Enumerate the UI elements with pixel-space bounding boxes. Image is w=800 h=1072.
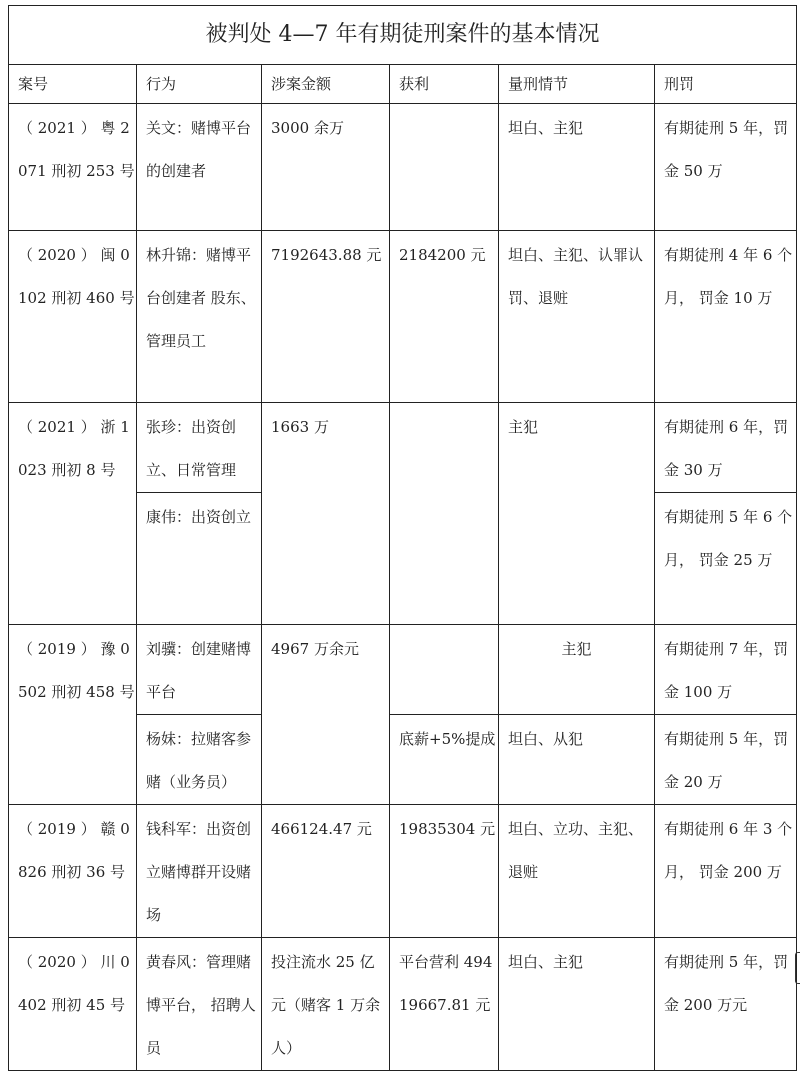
behavior-cell: 林升锦：赌博平台创建者 股东、管理员工 <box>137 231 262 403</box>
amount-cell: 投注流水 25 亿元（赌客 1 万余人） <box>262 938 390 1071</box>
amount-cell: 466124.47 元 <box>262 805 390 938</box>
table-row <box>9 403 797 493</box>
penalty-cell: 有期徒刑 5 年 6 个月， 罚金 25 万 <box>655 493 797 625</box>
header-profit: 获利 <box>390 65 499 104</box>
case-no-cell: （ 2019 ） 赣 0826 刑初 36 号 <box>9 805 137 938</box>
header-row <box>9 65 797 104</box>
behavior-cell: 张珍：出资创立、日常管理 <box>137 403 262 493</box>
profit-cell: 19835304 元 <box>390 805 499 938</box>
profit-cell: 平台营利 49419667.81 元 <box>390 938 499 1071</box>
penalty-cell: 有期徒刑 5 年，罚金 50 万 <box>655 104 797 231</box>
circumstances-cell: 主犯 <box>499 625 655 715</box>
behavior-cell: 黄春风：管理赌博平台， 招聘人员 <box>137 938 262 1071</box>
penalty-cell: 有期徒刑 5 年，罚金 200 万元 <box>655 938 797 1071</box>
circumstances-cell: 坦白、主犯、认罪认罚、退赃 <box>499 231 655 403</box>
table-title: 被判处 4—7 年有期徒刑案件的基本情况 <box>9 6 797 65</box>
profit-cell: 底薪+5%提成 <box>390 715 499 805</box>
header-penalty: 刑罚 <box>655 65 797 104</box>
penalty-cell: 有期徒刑 5 年，罚金 20 万 <box>655 715 797 805</box>
amount-cell: 3000 余万 <box>262 104 390 231</box>
behavior-cell: 钱科军：出资创立赌博群开设赌场 <box>137 805 262 938</box>
header-amount: 涉案金额 <box>262 65 390 104</box>
case-no-cell: （ 2020 ） 川 0402 刑初 45 号 <box>9 938 137 1071</box>
circumstances-cell: 坦白、主犯 <box>499 938 655 1071</box>
table-row <box>9 625 797 715</box>
document-page <box>8 5 796 1071</box>
behavior-cell: 关文：赌博平台的创建者 <box>137 104 262 231</box>
case-no-cell: （ 2020 ） 闽 0102 刑初 460 号 <box>9 231 137 403</box>
behavior-cell: 刘骥：创建赌博平台 <box>137 625 262 715</box>
case-table <box>8 5 797 1071</box>
table-row <box>9 104 797 231</box>
behavior-cell: 康伟：出资创立 <box>137 493 262 625</box>
amount-cell: 4967 万余元 <box>262 625 390 805</box>
penalty-cell: 有期徒刑 7 年，罚金 100 万 <box>655 625 797 715</box>
circumstances-cell: 坦白、从犯 <box>499 715 655 805</box>
case-no-cell: （ 2021 ） 浙 1023 刑初 8 号 <box>9 403 137 625</box>
table-row <box>9 805 797 938</box>
profit-cell <box>390 403 499 625</box>
table-row <box>9 938 797 1071</box>
circumstances-cell: 坦白、立功、主犯、退赃 <box>499 805 655 938</box>
penalty-cell: 有期徒刑 6 年，罚金 30 万 <box>655 403 797 493</box>
header-case-no: 案号 <box>9 65 137 104</box>
amount-cell: 1663 万 <box>262 403 390 625</box>
circumstances-cell: 坦白、主犯 <box>499 104 655 231</box>
profit-cell: 2184200 元 <box>390 231 499 403</box>
penalty-cell: 有期徒刑 6 年 3 个月， 罚金 200 万 <box>655 805 797 938</box>
table-row <box>9 231 797 403</box>
behavior-cell: 杨妹：拉赌客参赌（业务员） <box>137 715 262 805</box>
side-scroll-tab-icon <box>795 952 800 984</box>
profit-cell <box>390 625 499 715</box>
circumstances-cell: 主犯 <box>499 403 655 625</box>
header-behavior: 行为 <box>137 65 262 104</box>
profit-cell <box>390 104 499 231</box>
header-circumstances: 量刑情节 <box>499 65 655 104</box>
case-no-cell: （ 2019 ） 豫 0502 刑初 458 号 <box>9 625 137 805</box>
amount-cell: 7192643.88 元 <box>262 231 390 403</box>
penalty-cell: 有期徒刑 4 年 6 个月， 罚金 10 万 <box>655 231 797 403</box>
case-no-cell: （ 2021 ） 粤 2071 刑初 253 号 <box>9 104 137 231</box>
